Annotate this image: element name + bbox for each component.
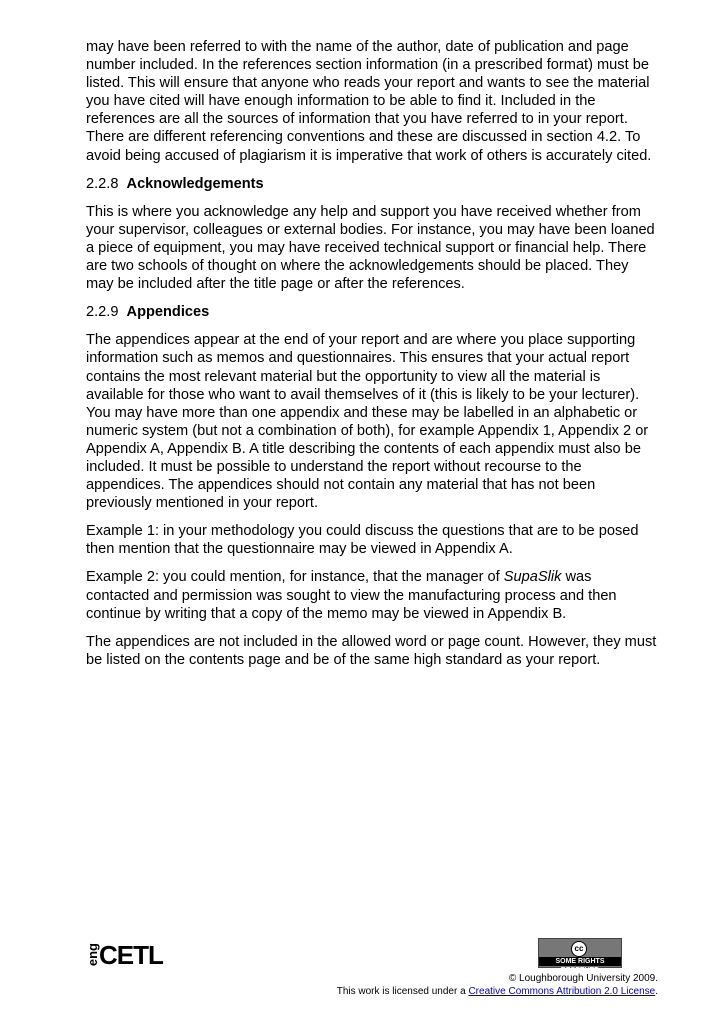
company-name: SupaSlik (503, 569, 562, 586)
section-title: Appendices (126, 304, 210, 321)
document-body (86, 38, 658, 679)
section-number: 2.2.9 (86, 304, 119, 321)
section-heading-acknowledgements (86, 175, 658, 193)
cc-badge-text: SOME RIGHTS RESERVED (539, 957, 621, 966)
paragraph-example-2: Example 2: you could mention, for instance, that the manager of SupaSlik was contacted and permission was sought to view the manufacturing process and then continue by writing that a copy of the memo may be viewed in Appendix B. (86, 569, 617, 622)
creative-commons-badge[interactable] (538, 938, 622, 974)
section-title: Acknowledgements (126, 175, 264, 192)
engcetl-logo (86, 942, 163, 968)
section-number: 2.2.8 (86, 175, 119, 192)
cc-icon: cc (571, 941, 587, 957)
copyright-text: © Loughborough University 2009. (508, 973, 658, 984)
paragraph-references: may have been referred to with the name of the author, date of publication and page number included. In the references section information (in a prescribed format) must be listed. This will ensure that anyone who reads your report and wants to see the material you have cited will have enough information to be able to find it. Included in the references are all the sources of information that you have referred to in your report. There are different referencing conventions and these are discussed in section 4.2. To avoid being accused of plagiarism it is imperative that work of others is accurately cited. (86, 39, 652, 164)
logo-cetl-text: CETL (99, 940, 163, 970)
paragraph-appendices: The appendices appear at the end of your report and are where you place supporting information such as memos and questionnaires. This ensures that your actual report contains the most relevant material but the opportunity to view all the material is available for those who want to avail themselves of it (this is likely to be your lecturer). You may have more than one appendix and these may be labelled in an alphabetic or numeric system (but not a combination of both), for example Appendix 1, Appendix 2 or Appendix A, Appendix B. A title describing the contents of each appendix must also be included. It must be possible to understand the report without recourse to the appendices. The appendices should not contain any material that has not been previously mentioned in your report. (86, 332, 649, 512)
paragraph-appendices-closing: The appendices are not included in the allowed word or page count. However, they must be listed on the contents page and be of the same high standard as your report. (86, 633, 657, 668)
license-link[interactable]: Creative Commons Attribution 2.0 License (468, 986, 656, 997)
footer-license (337, 972, 658, 998)
paragraph-example-1: Example 1: in your methodology you could discuss the questions that are to be posed then mention that the questionnaire may be viewed in Appendix A. (86, 523, 639, 558)
logo-eng-text: eng (85, 943, 100, 967)
paragraph-acknowledgements: This is where you acknowledge any help and support you have received whether from your supervisor, colleagues or external bodies. For instance, you may have been loaned a piece of equipment, you may have received technical support or financial help. There are two schools of thought on where the acknowledgements should be placed. They may be included after the title page or after the references. (86, 203, 655, 293)
section-heading-appendices (86, 303, 658, 321)
license-line: This work is licensed under a Creative Commons Attribution 2.0 License. (336, 986, 658, 997)
